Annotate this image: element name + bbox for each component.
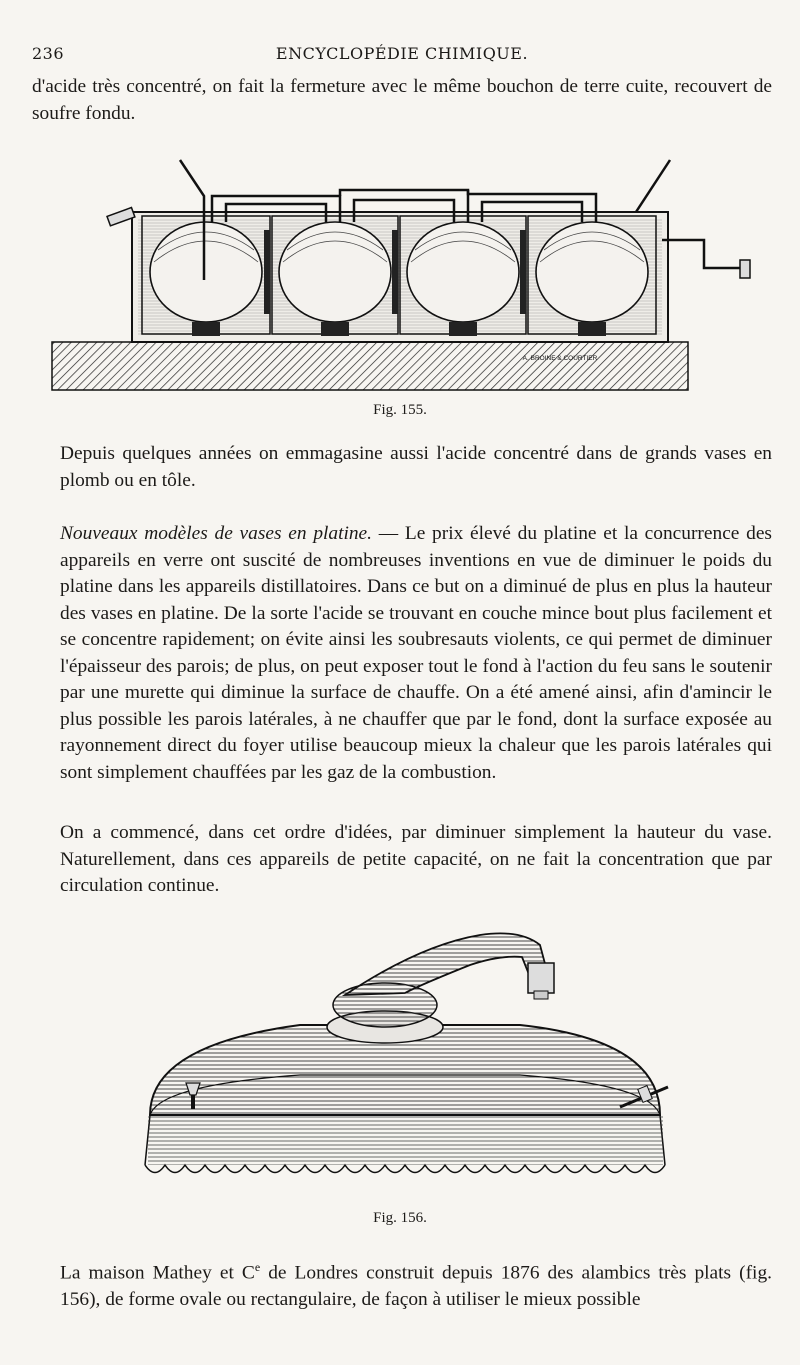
- figure-156: [0, 915, 800, 1205]
- figure-155: [0, 150, 800, 400]
- paragraph-height-reduction: On a commencé, dans cet ordre d'idées, par diminuer simplement la hauteur du vase. Naturellement, dans ces appareils de petite capacité, on ne fait la concentration que par circulation continue.: [60, 822, 772, 896]
- figure-155-caption: Fig. 155.: [373, 402, 427, 418]
- mathey-text-b: de Londres construit depuis 1876 des alambics très plats (fig. 156), de forme ovale ou rectangulaire, de façon à utiliser le mieux possible: [60, 1262, 772, 1310]
- section-body: — Le prix élevé du platine et la concurrence des appareils en verre ont suscité de nombreuses inventions en vue de diminuer le poids du platine dans les appareils distillatoires. Dans ce but on a diminué de plus en plus la hauteur des vases en platine. De la sorte l'acide se trouvant en couche mince bout plus facilement et se concentre rapidement; on évite ainsi les soubresauts violents, ce qui permet de diminuer l'épaisseur des parois; de plus, on peut exposer tout le fond à l'action du feu sans le soutenir par une murette qui diminue la surface de chauffe. On a été amené ainsi, afin d'amincir le plus possible les parois latérales, à ne chauffer que par le fond, dont la surface exposée au rayonnement direct du foyer utilise beaucoup mieux la chaleur que les parois latérales qui sont simplement chauffées par les gaz de la combustion.: [60, 523, 772, 783]
- page-number: 236: [32, 44, 65, 63]
- paragraph-continuation: d'acide très concentré, on fait la fermeture avec le même bouchon de terre cuite, recouvert de soufre fondu.: [32, 76, 772, 124]
- paragraph-storage: [60, 441, 772, 494]
- mathey-sup: e: [254, 1260, 261, 1274]
- paragraph-storage-text: Depuis quelques années on emmagasine aussi l'acide concentré dans de grands vases en plomb ou en tôle.: [60, 443, 772, 491]
- engraver-signature: A. BROINE & COURTIER: [522, 355, 598, 362]
- page-header: [32, 44, 772, 68]
- paragraph-platinum-vessels: [60, 521, 772, 786]
- paragraph-mathey: [60, 1254, 772, 1313]
- section-lead: Nouveaux modèles de vases en platine.: [60, 523, 373, 544]
- figure-156-caption: Fig. 156.: [373, 1210, 427, 1226]
- mathey-text-a: La maison Mathey et C: [60, 1262, 255, 1284]
- running-title: ENCYCLOPÉDIE CHIMIQUE.: [275, 44, 529, 63]
